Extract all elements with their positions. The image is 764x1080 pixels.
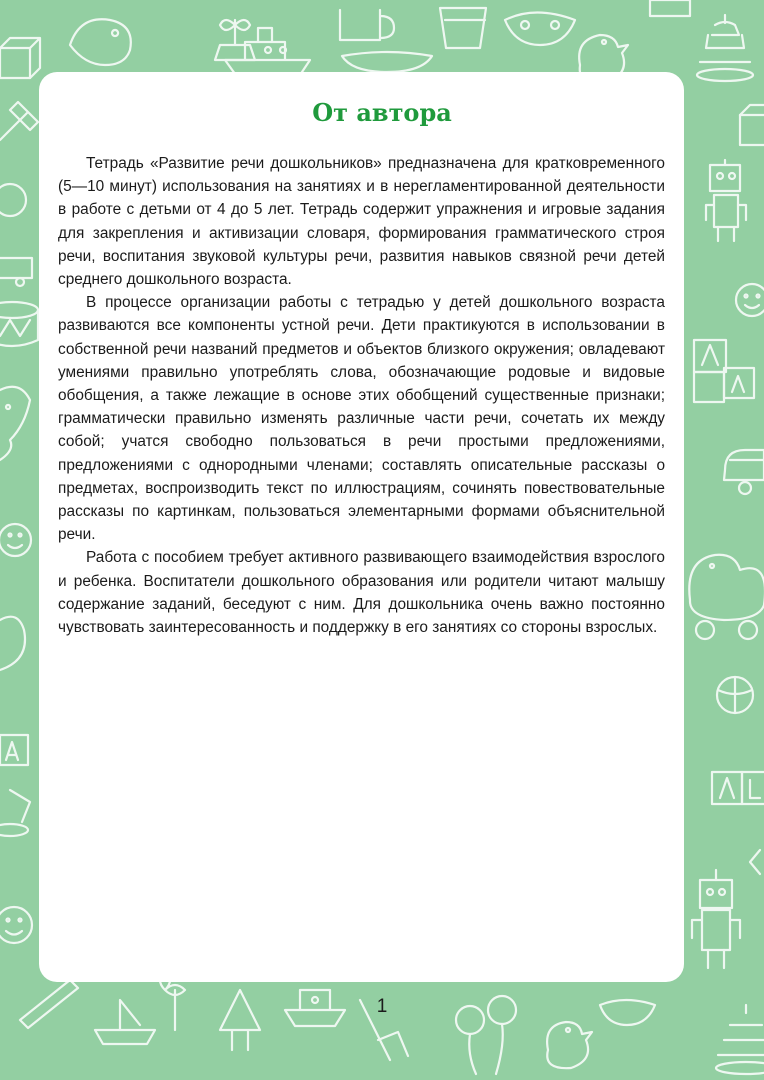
duck-icon xyxy=(547,1022,592,1068)
smiley-icon xyxy=(0,524,31,556)
smiley-icon xyxy=(0,907,32,943)
rocking-horse-icon xyxy=(505,13,575,46)
abc-block-icon xyxy=(694,340,754,402)
circle-icon xyxy=(0,184,26,216)
author-foreword-text xyxy=(58,152,665,639)
abc-block-icon xyxy=(712,772,764,804)
ring-pyramid-icon xyxy=(697,15,753,81)
page-number: 1 xyxy=(376,996,388,1017)
robot-icon xyxy=(692,870,740,968)
bowl-icon xyxy=(342,52,432,72)
crocodile-icon xyxy=(0,387,30,460)
smiley-icon xyxy=(736,284,764,316)
dinosaur-icon xyxy=(70,19,131,65)
bucket-icon xyxy=(440,8,486,48)
paragraph: Работа с пособием требует активного развивающего взаимодействия взрослого и ребенка. Воспитатели дошкольного образования или родители читают малышу содержание заданий, беседуют с ним. Для дошкольника очень важно постоянно чувствовать заинтересованность и поддержку в его занятиях со стороны взрослых. xyxy=(58,549,665,637)
book-icon xyxy=(650,0,690,16)
toy-car-icon xyxy=(724,450,764,494)
page-title: От автора xyxy=(312,98,452,127)
toy-car-icon xyxy=(0,258,32,286)
ship-icon xyxy=(225,28,310,78)
flower-pot-icon xyxy=(215,20,255,60)
ball-icon xyxy=(717,677,753,713)
block-icon xyxy=(0,38,40,78)
abc-block-icon xyxy=(0,735,28,765)
paragraph: В процессе организации работы с тетрадью у детей дошкольного возраста развиваются все компоненты устной речи. Дети практикуются в использовании в собственной речи названий предметов и объектов близкого окружения; овладевают умениями правильно употреблять слова, обозначающие родовые и видовые обобщения, а также лежащие в основе этих обобщений существенные признаки; грамматически правильно изменять различные части речи, сочетать их между собой; учатся свободно пользоваться в речи простыми предложениями, предложениями с однородными членами; составлять описательные рассказы о предметах, воспроизводить текст по иллюстрациям, сочинять повествовательные рассказы по картинкам, пользоваться элементарными формами объяснительной речи. xyxy=(58,294,665,544)
robot-icon xyxy=(706,160,746,241)
duck-on-wheels-icon xyxy=(689,555,764,639)
doll-icon xyxy=(0,617,25,670)
ufo-icon xyxy=(0,824,28,836)
kite-icon xyxy=(10,790,30,822)
cup-icon xyxy=(340,10,394,40)
paragraph: Тетрадь «Развитие речи дошкольников» предназначена для кратковременного (5—10 минут) использования на занятиях и в нерегламентированной деятельности в работе с детьми от 4 до 5 лет. Тетрадь содержит упражнения и игровые задания для закрепления и активизации словаря, формирования грамматического строя речи, воспитания звуковой культуры речи, развития навыков связной речи детей среднего дошкольного возраста. xyxy=(58,155,665,289)
drum-icon xyxy=(0,302,38,346)
kite-icon xyxy=(750,850,760,874)
